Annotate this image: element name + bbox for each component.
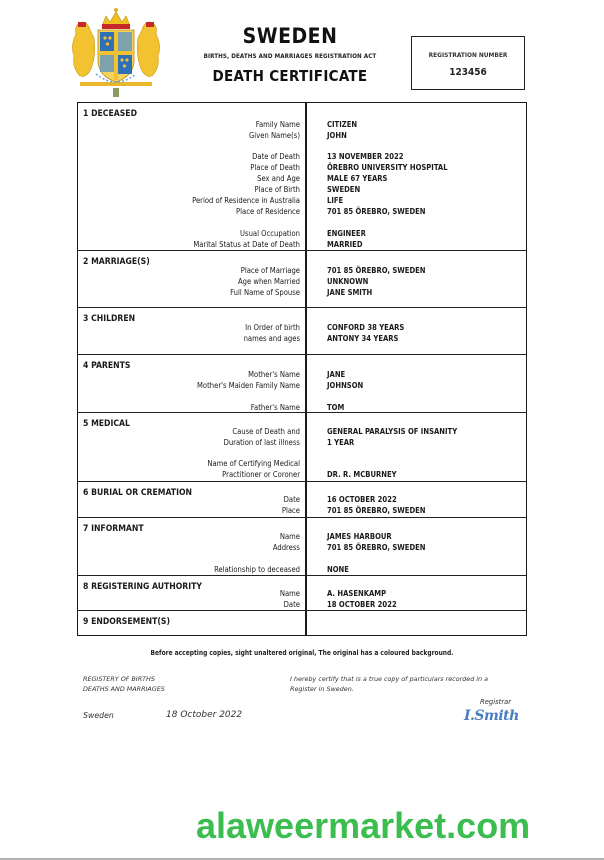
field-value: JANE SMITH xyxy=(327,288,373,297)
field-value: 16 OCTOBER 2022 xyxy=(327,495,397,504)
field-value: CONFORD 38 YEARS xyxy=(327,323,405,332)
field-row xyxy=(78,437,526,448)
field-row xyxy=(78,119,526,130)
field-value: ANTONY 34 YEARS xyxy=(327,334,399,343)
field-label: Place of Death xyxy=(250,163,300,172)
field-row xyxy=(78,276,526,287)
field-row xyxy=(78,184,526,195)
field-label: Place xyxy=(281,506,300,515)
section-title: 8 REGISTERING AUTHORITY xyxy=(83,582,202,592)
section-children xyxy=(78,307,526,354)
field-value: 701 85 ÖREBRO, SWEDEN xyxy=(327,266,426,275)
field-label: Sex and Age xyxy=(257,174,300,183)
field-label: Place of Birth xyxy=(254,185,300,194)
registrar-signature: I.Smith xyxy=(464,708,519,724)
registrar-label: Registrar xyxy=(480,698,512,706)
field-row xyxy=(78,265,526,276)
field-value: 1 YEAR xyxy=(327,438,355,447)
document-title: DEATH CERTIFICATE xyxy=(212,67,368,85)
field-value: MARRIED xyxy=(327,240,363,249)
watermark-text: alaweermarket.com xyxy=(196,805,531,846)
field-label: Age when Married xyxy=(237,277,300,286)
field-label: Practitioner or Coroner xyxy=(222,470,300,479)
field-row xyxy=(78,206,526,217)
field-row xyxy=(78,505,526,516)
field-label: Usual Occupation xyxy=(240,229,300,238)
section-title: 3 CHILDREN xyxy=(83,314,136,324)
field-label: Duration of last illness xyxy=(223,438,300,447)
field-value: JOHNSON xyxy=(327,381,364,390)
section-endorsements xyxy=(78,610,526,635)
field-row xyxy=(78,426,526,437)
coat-of-arms-emblem xyxy=(70,4,162,100)
field-label: Relationship to deceased xyxy=(214,565,300,574)
field-row xyxy=(78,228,526,239)
section-title: 2 MARRIAGE(S) xyxy=(83,257,150,267)
section-burial-cremation xyxy=(78,481,526,517)
field-label: Place of Marriage xyxy=(240,266,300,275)
field-row xyxy=(78,173,526,184)
issue-date: 18 October 2022 xyxy=(166,710,243,720)
field-label: Father's Name xyxy=(250,403,300,412)
certify-line-1: I hereby certify that is a true copy of particulars recorded in a xyxy=(290,675,489,683)
field-value: JAMES HARBOUR xyxy=(327,532,392,541)
field-value: TOM xyxy=(327,403,345,412)
field-value: SWEDEN xyxy=(327,185,361,194)
field-value: UNKNOWN xyxy=(327,277,369,286)
field-row xyxy=(78,458,526,469)
certify-line-2: Register in Sweden. xyxy=(290,684,354,693)
field-label: Name of Certifying Medical xyxy=(207,459,300,468)
certification-statement xyxy=(290,675,525,694)
section-registering-authority xyxy=(78,575,526,610)
registration-number-box xyxy=(411,36,525,90)
field-value: 701 85 ÖREBRO, SWEDEN xyxy=(327,543,426,552)
registry-name xyxy=(83,675,165,694)
field-label: Period of Residence in Australia xyxy=(192,196,300,205)
field-row xyxy=(78,564,526,575)
field-label: names and ages xyxy=(243,334,300,343)
field-value: JANE xyxy=(327,370,346,379)
field-label: Given Name(s) xyxy=(249,131,300,140)
section-marriages xyxy=(78,250,526,307)
section-informant xyxy=(78,517,526,575)
field-label: Marital Status at Date of Death xyxy=(193,240,300,249)
field-row xyxy=(78,531,526,542)
section-medical xyxy=(78,412,526,481)
field-row xyxy=(78,369,526,380)
field-row xyxy=(78,162,526,173)
section-title: 6 BURIAL OR CREMATION xyxy=(83,488,192,498)
field-label: Name xyxy=(279,589,300,598)
field-row xyxy=(78,599,526,610)
field-label: Date xyxy=(283,495,300,504)
field-label: Name xyxy=(279,532,300,541)
field-value: ENGINEER xyxy=(327,229,366,238)
field-row xyxy=(78,151,526,162)
field-value: CITIZEN xyxy=(327,120,358,129)
field-row xyxy=(78,380,526,391)
field-row xyxy=(78,322,526,333)
field-label: Date xyxy=(283,600,300,609)
field-label: Date of Death xyxy=(252,152,300,161)
section-title: 9 ENDORSEMENT(S) xyxy=(83,617,170,627)
certificate-table xyxy=(77,102,527,636)
field-label: Mother's Maiden Family Name xyxy=(197,381,300,390)
copy-notice: Before accepting copies, sight unaltered original, The original has a coloured background. xyxy=(150,649,454,657)
field-value: LIFE xyxy=(327,196,344,205)
section-title: 1 DECEASED xyxy=(83,109,137,119)
field-label: Place of Residence xyxy=(236,207,300,216)
field-row xyxy=(78,130,526,141)
registry-line-2: DEATHS AND MARRIAGES xyxy=(83,684,165,693)
field-row xyxy=(78,542,526,553)
field-row xyxy=(78,333,526,344)
issue-place: Sweden xyxy=(83,711,114,720)
field-label: Address xyxy=(272,543,300,552)
field-value: 701 85 ÖREBRO, SWEDEN xyxy=(327,506,426,515)
field-value: MALE 67 YEARS xyxy=(327,174,388,183)
field-label: In Order of birth xyxy=(245,323,300,332)
section-deceased xyxy=(78,103,526,251)
registration-number-label: REGISTRATION NUMBER xyxy=(428,51,508,59)
field-row xyxy=(78,239,526,250)
section-parents xyxy=(78,354,526,412)
field-row xyxy=(78,287,526,298)
country-title: SWEDEN xyxy=(242,24,338,48)
field-label: Cause of Death and xyxy=(232,427,300,436)
section-title: 5 MEDICAL xyxy=(83,419,130,429)
act-subtitle: BIRTHS, DEATHS AND MARRIAGES REGISTRATION ACT xyxy=(203,53,377,60)
field-value: JOHN xyxy=(327,131,347,140)
field-label: Mother's Name xyxy=(248,370,300,379)
field-row xyxy=(78,195,526,206)
section-title: 7 INFORMANT xyxy=(83,524,144,534)
registration-number-value: 123456 xyxy=(449,67,487,78)
field-value: 701 85 ÖREBRO, SWEDEN xyxy=(327,207,426,216)
field-label: Full Name of Spouse xyxy=(230,288,300,297)
field-value: ÖREBRO UNIVERSITY HOSPITAL xyxy=(327,163,448,172)
field-value: GENERAL PARALYSIS OF INSANITY xyxy=(327,427,458,436)
field-value: DR. R. MCBURNEY xyxy=(327,470,397,479)
section-title: 4 PARENTS xyxy=(83,361,131,371)
field-label: Family Name xyxy=(255,120,300,129)
field-value: A. HASENKAMP xyxy=(327,589,387,598)
field-value: 18 OCTOBER 2022 xyxy=(327,600,397,609)
field-row xyxy=(78,494,526,505)
field-value: NONE xyxy=(327,565,349,574)
field-row xyxy=(78,469,526,480)
field-row xyxy=(78,588,526,599)
field-value: 13 NOVEMBER 2022 xyxy=(327,152,404,161)
registry-line-1: REGISTERY OF BIRTHS xyxy=(83,675,155,683)
